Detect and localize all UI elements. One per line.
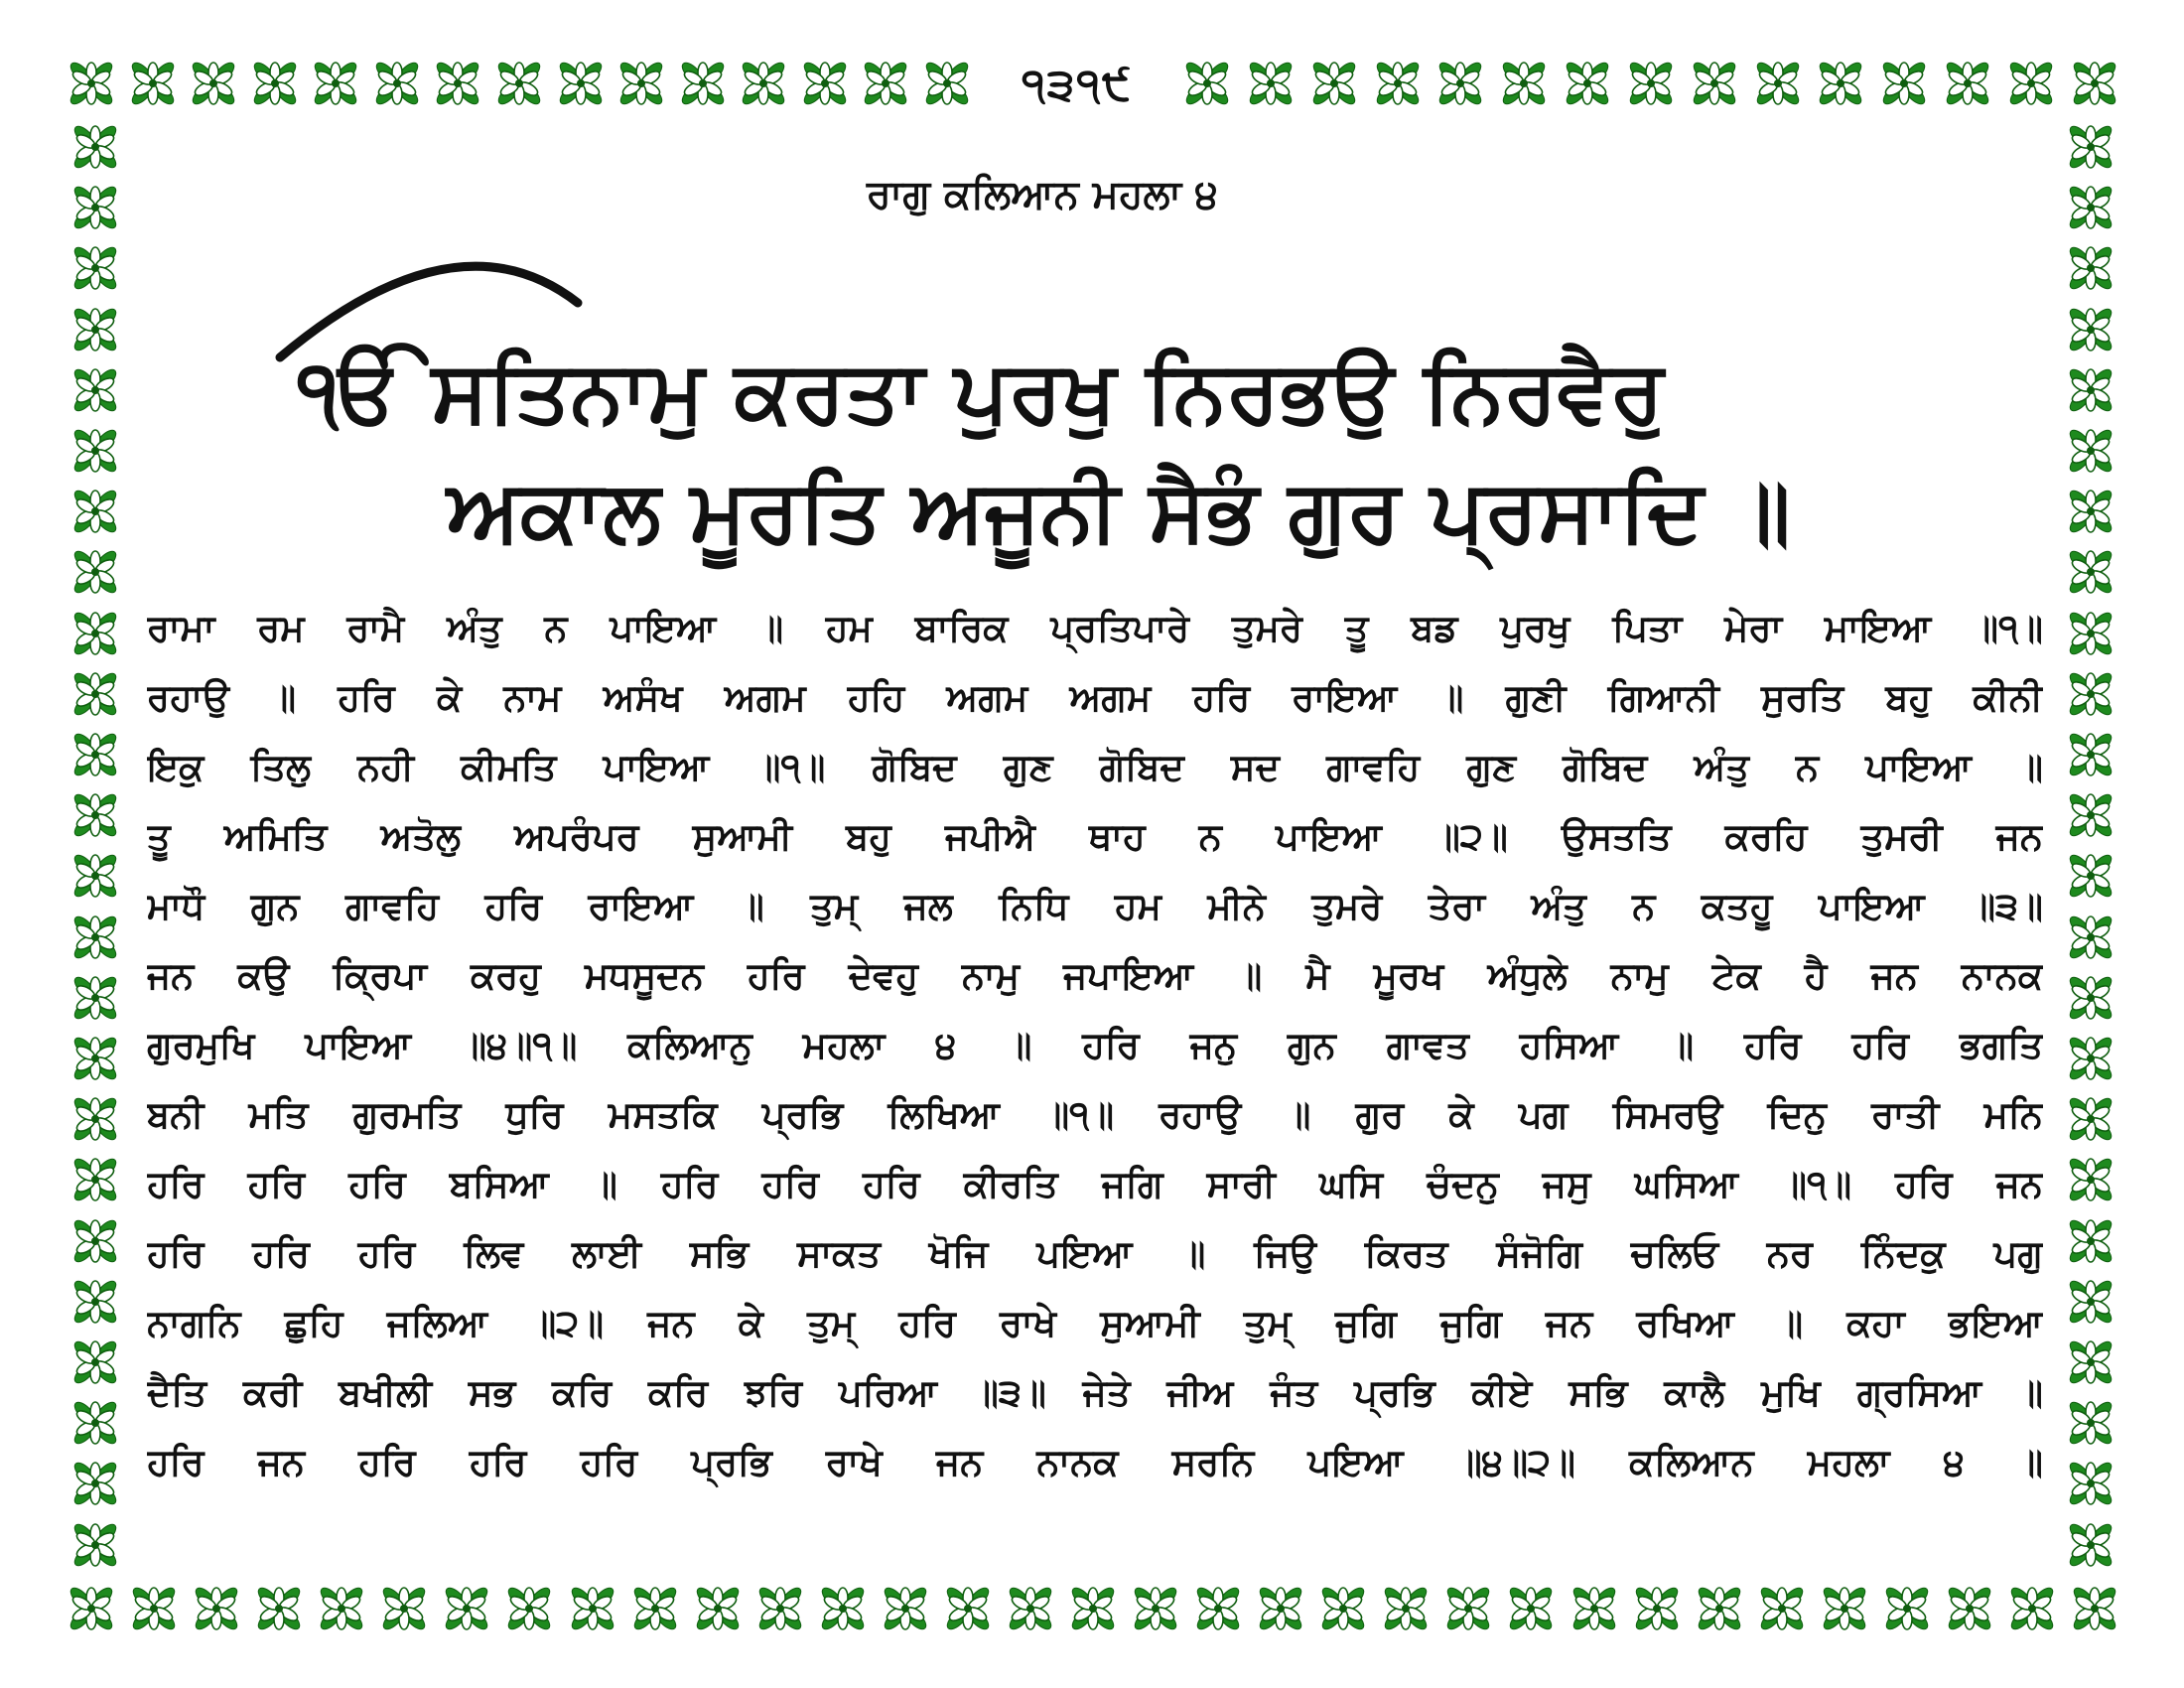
flower-icon [64,56,119,111]
flower-icon [68,423,123,479]
flower-icon [369,56,425,111]
flower-icon [1560,56,1615,111]
flower-icon [1315,1581,1371,1636]
shabad-body [147,594,2043,1497]
flower-icon [736,56,791,111]
shabad-line: ਤੂ ਅਮਿਤਿ ਅਤੋਲੁ ਅਪਰੰਪਰ ਸੁਆਮੀ ਬਹੁ ਜਪੀਐ ਥਾਹ ਨ ਪਾਇਆ ॥੨॥ ਉਸਤਤਿ ਕਰਹਿ ਤੁਮਰੀ ਜਨ [147,815,2043,858]
flower-icon [68,484,123,539]
flower-icon [68,1213,123,1269]
flower-icon [68,302,123,357]
flower-icon [1750,56,1806,111]
flower-icon [2063,1456,2118,1511]
flower-icon [2063,484,2118,539]
flower-icon [2067,56,2122,111]
shabad-line: ਗੁਰਮੁਖਿ ਪਾਇਆ ॥੪॥੧॥ ਕਲਿਆਨੁ ਮਹਲਾ ੪ ॥ ਹਰਿ ਜਨੁ ਗੁਨ ਗਾਵਤ ਹਸਿਆ ॥ ਹਰਿ ਹਰਿ ਭਗਤਿ [147,1024,2043,1066]
flower-icon [2063,302,2118,357]
flower-icon [1687,56,1742,111]
flower-icon [1817,1581,1872,1636]
shabad-line: ਰਹਾਉ ॥ ਹਰਿ ਕੇ ਨਾਮ ਅਸੰਖ ਅਗਮ ਹਹਿ ਅਗਮ ਅਗਮ ਹਰਿ ਰਾਇਆ ॥ ਗੁਣੀ ਗਿਆਨੀ ਸੁਰਤਿ ਬਹੁ ਕੀਨੀ [147,676,2043,719]
border-left [64,119,127,1573]
flower-icon [2063,970,2118,1026]
flower-icon [501,1581,557,1636]
flower-icon [125,56,181,111]
flower-icon [68,119,123,175]
flower-icon [2063,362,2118,418]
flower-icon [1496,56,1552,111]
flower-icon [2004,1581,2060,1636]
flower-icon [68,727,123,782]
flower-icon [68,970,123,1026]
flower-icon [1065,1581,1121,1636]
flower-icon [68,544,123,600]
flower-icon [2063,606,2118,661]
flower-icon [1433,56,1488,111]
flower-icon [2063,787,2118,843]
flower-icon [314,1581,369,1636]
flower-icon [68,240,123,296]
flower-icon [1179,56,1235,111]
flower-icon [1876,56,1932,111]
shabad-line: ਹਰਿ ਹਰਿ ਹਰਿ ਲਿਵ ਲਾਈ ਸਭਿ ਸਾਕਤ ਖੋਜਿ ਪਇਆ ॥ ਜਿਉ ਕਿਰਤ ਸੰਜੋਗਿ ਚਲਿਓ ਨਰ ਨਿੰਦਕੁ ਪਗੁ [147,1232,2043,1275]
flower-icon [858,56,913,111]
flower-icon [797,56,853,111]
flower-icon [68,1152,123,1207]
flower-icon [1003,1581,1058,1636]
flower-icon [1623,56,1679,111]
flower-icon [68,606,123,661]
flower-icon [68,666,123,722]
shabad-line: ਮਾਧੌ ਗੁਨ ਗਾਵਹਿ ਹਰਿ ਰਾਇਆ ॥ ਤੁਮ੍ ਜਲ ਨਿਧਿ ਹਮ ਮੀਨੇ ਤੁਮਰੇ ਤੇਰਾ ਅੰਤੁ ਨ ਕਤਹੂ ਪਾਇਆ ॥੩॥ [147,885,2043,927]
flower-icon [68,787,123,843]
flower-icon [1190,1581,1246,1636]
flower-icon [2063,544,2118,600]
flower-icon [189,1581,244,1636]
flower-icon [675,56,731,111]
flower-icon [2063,423,2118,479]
flower-icon [1629,1581,1685,1636]
flower-icon [68,362,123,418]
flower-icon [627,1581,683,1636]
flower-icon [2063,1395,2118,1451]
flower-icon [439,1581,494,1636]
border-top-right [1179,52,2122,115]
flower-icon [614,56,669,111]
flower-icon [2063,1091,2118,1147]
flower-icon [126,1581,182,1636]
flower-icon [1813,56,1868,111]
flower-icon [1370,56,1426,111]
flower-icon [565,1581,620,1636]
border-right [2059,119,2122,1573]
flower-icon [2063,1335,2118,1390]
shabad-line: ਹਰਿ ਹਰਿ ਹਰਿ ਬਸਿਆ ॥ ਹਰਿ ਹਰਿ ਹਰਿ ਕੀਰਤਿ ਜਗਿ ਸਾਰੀ ਘਸਿ ਚੰਦਨੁ ਜਸੁ ਘਸਿਆ ॥੧॥ ਹਰਿ ਜਨ [147,1163,2043,1205]
flower-icon [2063,240,2118,296]
flower-icon [1503,1581,1559,1636]
flower-icon [1243,56,1298,111]
mool-mantar [258,248,1985,586]
flower-icon [2063,910,2118,965]
flower-icon [2063,180,2118,235]
shabad-line: ਦੈਤਿ ਕਰੀ ਬਖੀਲੀ ਸਭ ਕਰਿ ਕਰਿ ਝਰਿ ਪਰਿਆ ॥੩॥ ਜੇਤੇ ਜੀਅ ਜੰਤ ਪ੍ਰਭਿ ਕੀਏ ਸਭਿ ਕਾਲੈ ਮੁਖਿ ਗ੍ਰਸਿਆ ॥ [147,1371,2043,1414]
flower-icon [68,1395,123,1451]
shabad-line: ਬਨੀ ਮਤਿ ਗੁਰਮਤਿ ਧੁਰਿ ਮਸਤਕਿ ਪ੍ਰਭਿ ਲਿਖਿਆ ॥੧॥ ਰਹਾਉ ॥ ਗੁਰ ਕੇ ਪਗ ਸਿਮਰਉ ਦਿਨੁ ਰਾਤੀ ਮਨਿ [147,1093,2043,1136]
flower-icon [68,1517,123,1573]
flower-icon [2063,1152,2118,1207]
flower-icon [1940,56,1995,111]
flower-icon [815,1581,871,1636]
flower-icon [919,56,975,111]
flower-icon [68,910,123,965]
flower-icon [186,56,241,111]
page-number: ੧੩੧੯ [1022,60,1133,110]
flower-icon [553,56,609,111]
flower-icon [690,1581,746,1636]
flower-icon [376,1581,432,1636]
flower-icon [752,1581,808,1636]
shabad-line: ਰਾਮਾ ਰਮ ਰਾਮੈ ਅੰਤੁ ਨ ਪਾਇਆ ॥ ਹਮ ਬਾਰਿਕ ਪ੍ਰਤਿਪਾਰੇ ਤੁਮਰੇ ਤੂ ਬਡ ਪੁਰਖੁ ਪਿਤਾ ਮੇਰਾ ਮਾਇਆ ॥੧॥ [147,607,2043,649]
flower-icon [1879,1581,1935,1636]
flower-icon [1128,1581,1183,1636]
flower-icon [68,1456,123,1511]
shabad-line: ਨਾਗਨਿ ਛੁਹਿ ਜਲਿਆ ॥੨॥ ਜਨ ਕੇ ਤੁਮ੍ ਹਰਿ ਰਾਖੇ ਸੁਆਮੀ ਤੁਮ੍ ਜੁਗਿ ਜੁਗਿ ਜਨ ਰਖਿਆ ॥ ਕਹਾ ਭਇਆ [147,1302,2043,1344]
flower-icon [68,180,123,235]
shabad-line: ਇਕੁ ਤਿਲੁ ਨਹੀ ਕੀਮਤਿ ਪਾਇਆ ॥੧॥ ਗੋਬਿਦ ਗੁਣ ਗੋਬਿਦ ਸਦ ਗਾਵਹਿ ਗੁਣ ਗੋਬਿਦ ਅੰਤੁ ਨ ਪਾਇਆ ॥ [147,746,2043,788]
flower-icon [68,1335,123,1390]
flower-icon [1567,1581,1622,1636]
flower-icon [251,1581,307,1636]
shabad-line: ਹਰਿ ਜਨ ਹਰਿ ਹਰਿ ਹਰਿ ਪ੍ਰਭਿ ਰਾਖੇ ਜਨ ਨਾਨਕ ਸਰਨਿ ਪਇਆ ॥੪॥੨॥ ਕਲਿਆਨ ਮਹਲਾ ੪ ॥ [147,1441,2043,1483]
flower-icon [2063,1213,2118,1269]
flower-icon [2067,1581,2122,1636]
flower-icon [68,848,123,904]
border-top-left [64,52,975,115]
flower-icon [1692,1581,1747,1636]
flower-icon [247,56,303,111]
flower-icon [2063,1274,2118,1330]
flower-icon [430,56,485,111]
flower-icon [1754,1581,1810,1636]
flower-icon [2063,727,2118,782]
flower-icon [1306,56,1362,111]
flower-icon [2063,119,2118,175]
border-bottom [64,1577,2122,1640]
flower-icon [64,1581,119,1636]
flower-icon [2063,666,2118,722]
flower-icon [2063,848,2118,904]
flower-icon [1942,1581,1997,1636]
mool-mantar-line-1: ੴ ਸਤਿਨਾਮੁ ਕਰਤਾ ਪੁਰਖੁ ਨਿਰਭਉ ਨਿਰਵੈਰੁ [298,343,1664,442]
flower-icon [2063,1031,2118,1086]
flower-icon [2003,56,2059,111]
flower-icon [1440,1581,1496,1636]
flower-icon [940,1581,996,1636]
mool-mantar-line-2: ਅਕਾਲ ਮੂਰਤਿ ਅਜੂਨੀ ਸੈਭੰ ਗੁਰ ਪ੍ਰਸਾਦਿ ॥ [447,462,1791,561]
flower-icon [2063,1517,2118,1573]
flower-icon [68,1091,123,1147]
flower-icon [1378,1581,1433,1636]
raag-heading: ਰਾਗੁ ਕਲਿਆਨ ਮਹਲਾ ੪ [867,172,1218,217]
flower-icon [491,56,547,111]
shabad-line: ਜਨ ਕਉ ਕ੍ਰਿਪਾ ਕਰਹੁ ਮਧਸੂਦਨ ਹਰਿ ਦੇਵਹੁ ਨਾਮੁ ਜਪਾਇਆ ॥ ਮੈ ਮੂਰਖ ਅੰਧੁਲੇ ਨਾਮੁ ਟੇਕ ਹੈ ਜਨ ਨਾਨਕ [147,954,2043,997]
flower-icon [68,1274,123,1330]
flower-icon [1253,1581,1308,1636]
flower-icon [878,1581,933,1636]
flower-icon [68,1031,123,1086]
flower-icon [308,56,363,111]
